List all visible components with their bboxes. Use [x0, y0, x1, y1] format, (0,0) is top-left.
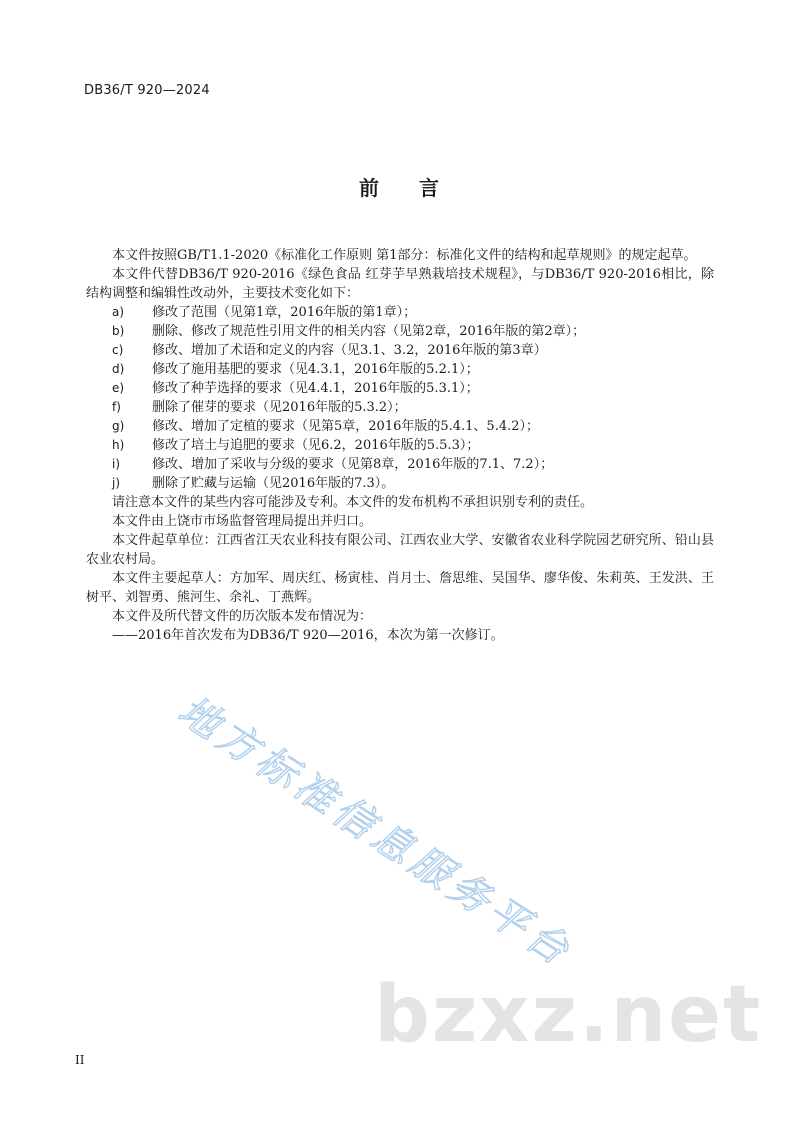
list-text: 修改了种芋选择的要求（见4.4.1，2016年版的5.3.1）；: [152, 381, 479, 396]
list-text: 修改了施用基肥的要求（见4.3.1，2016年版的5.2.1）；: [152, 362, 479, 377]
list-item: [86, 360, 714, 379]
list-marker: h): [112, 438, 125, 452]
list-item: [86, 455, 714, 474]
change-list: [86, 303, 714, 493]
document-id: DB36/T 920—2024: [84, 83, 210, 98]
list-item: [86, 341, 714, 360]
list-text: 删除、修改了规范性引用文件的相关内容（见第2章，2016年版的第2章）；: [152, 324, 586, 339]
site-logo: bzxz.net: [374, 970, 763, 1060]
document-body: [86, 246, 714, 645]
paragraph-standard-basis: 本文件按照GB/T1.1-2020《标准化工作原则 第1部分：标准化文件的结构和起草规则》的规定起草。: [112, 248, 697, 263]
list-marker: e): [112, 381, 125, 395]
title-char-2: 言: [419, 176, 441, 200]
list-item: [86, 398, 714, 417]
paragraph-drafting-units: 本文件起草单位：江西省江天农业科技有限公司、江西农业大学、安徽省农业科学院园艺研究所、铅山县农业农村局。: [86, 533, 714, 567]
page-title: [0, 172, 800, 201]
list-text: 删除了催芽的要求（见2016年版的5.3.2）；: [152, 400, 407, 415]
list-text: 修改了范围（见第1章，2016年版的第1章）；: [152, 305, 417, 320]
list-marker: b): [112, 324, 125, 338]
list-marker: d): [112, 362, 125, 376]
paragraph-first-release: ——2016年首次发布为DB36/T 920—2016，本次为第一次修订。: [112, 628, 504, 643]
list-marker: i): [112, 457, 121, 471]
list-item: [86, 322, 714, 341]
list-item: [86, 303, 714, 322]
watermark-text: 地方标准信息服务平台: [170, 687, 581, 977]
list-text: 修改、增加了采收与分级的要求（见第8章，2016年版的7.1、7.2）；: [152, 457, 554, 472]
list-item: [86, 379, 714, 398]
list-text: 修改了培土与追肥的要求（见6.2，2016年版的5.5.3）；: [152, 438, 480, 453]
list-marker: j): [112, 476, 121, 490]
paragraph-replacement: 本文件代替DB36/T 920-2016《绿色食品 红芽芋早熟栽培技术规程》，与DB36/T 920-2016相比，除结构调整和编辑性改动外，主要技术变化如下：: [86, 267, 714, 301]
list-item: [86, 474, 714, 493]
paragraph-proposer: 本文件由上饶市市场监督管理局提出并归口。: [112, 514, 373, 529]
title-char-1: 前: [359, 176, 381, 200]
list-item: [86, 417, 714, 436]
paragraph-patent-notice: 请注意本文件的某些内容可能涉及专利。本文件的发布机构不承担识别专利的责任。: [112, 495, 594, 510]
list-text: 修改、增加了定植的要求（见第5章，2016年版的5.4.1、5.4.2）；: [152, 419, 540, 434]
list-text: 修改、增加了术语和定义的内容（见3.1、3.2，2016年版的第3章）: [152, 343, 547, 358]
paragraph-version-history: 本文件及所代替文件的历次版本发布情况为：: [112, 609, 373, 624]
list-marker: g): [112, 419, 125, 433]
paragraph-drafters: 本文件主要起草人：方加军、周庆红、杨寅桂、肖月士、詹思维、吴国华、廖华俊、朱莉英、王发洪、王树平、刘智勇、熊河生、余礼、丁燕辉。: [86, 571, 714, 605]
list-text: 删除了贮藏与运输（见2016年版的7.3）。: [152, 476, 395, 491]
list-marker: f): [112, 400, 121, 414]
list-marker: c): [112, 343, 124, 357]
list-marker: a): [112, 305, 125, 319]
list-item: [86, 436, 714, 455]
page-number: II: [75, 1053, 85, 1067]
